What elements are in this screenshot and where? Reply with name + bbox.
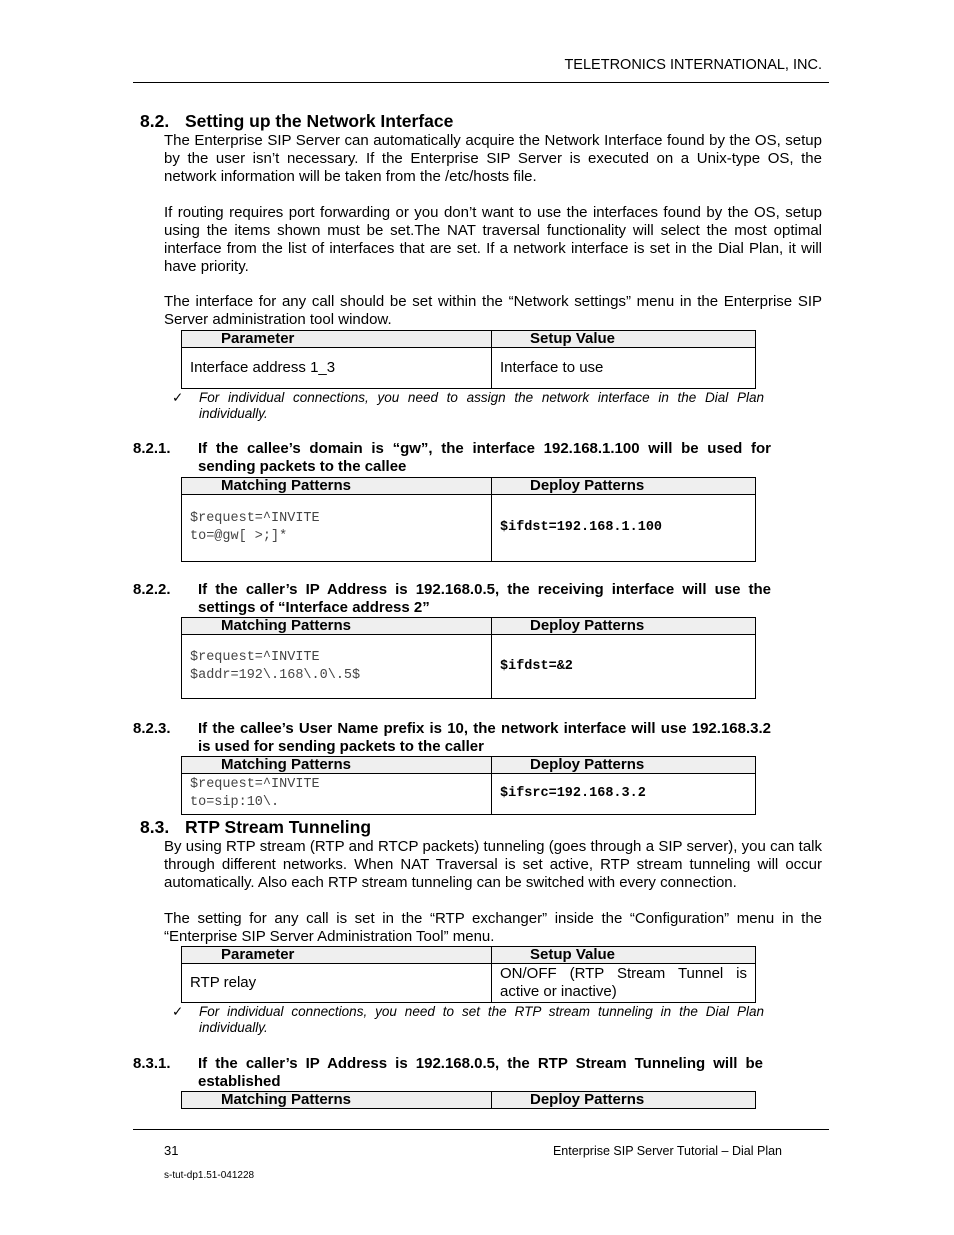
subsection-heading-8-2-2 (133, 581, 771, 617)
section-number: 8.3. (140, 817, 170, 837)
section-title: Setting up the Network Interface (185, 111, 454, 131)
subsection-title: If the callee’s domain is “gw”, the interface 192.168.1.100 will be used for sending packets to the callee (198, 440, 771, 475)
rtp-settings-table (181, 946, 756, 1003)
table-header-cell: Parameter (182, 947, 492, 964)
subsection-number: 8.3.1. (133, 1055, 171, 1072)
deploy-pattern-cell: $ifsrc=192.168.3.2 (492, 774, 756, 815)
pattern-line: to=sip:10\. (190, 795, 280, 810)
note-text: For individual connections, you need to assign the network interface in the Dial Plan individually. (199, 390, 764, 421)
table-header-row (182, 947, 756, 964)
table-header-cell: Matching Patterns (182, 757, 492, 774)
table-header-row (182, 331, 756, 348)
section-number: 8.2. (140, 111, 170, 131)
table-header-cell: Deploy Patterns (492, 618, 756, 635)
pattern-table-8-2-3 (181, 756, 756, 815)
table-header-row (182, 618, 756, 635)
table-header-cell: Matching Patterns (182, 478, 492, 495)
network-settings-table (181, 330, 756, 389)
page-number: 31 (164, 1143, 179, 1158)
check-icon: ✓ (172, 390, 184, 405)
note-text: For individual connections, you need to set the RTP stream tunneling in the Dial Plan individually. (199, 1004, 764, 1035)
footer-doc-title: Enterprise SIP Server Tutorial – Dial Plan (552, 1144, 782, 1158)
table-header-row (182, 757, 756, 774)
subsection-heading-8-2-3 (133, 720, 771, 756)
pattern-line: $addr=192\.168\.0\.5$ (190, 667, 361, 683)
table-header-row (182, 478, 756, 495)
pattern-table-8-2-1 (181, 477, 756, 562)
pattern-line: to=@gw[ >;]* (190, 529, 288, 544)
footer-doc-code: s-tut-dp1.51-041228 (164, 1170, 255, 1181)
table-cell: RTP relay (182, 964, 492, 1003)
paragraph: The interface for any call should be set within the “Network settings” menu in the Enterprise SIP Server administration tool window. (164, 293, 822, 328)
section-heading-8-2 (140, 111, 453, 131)
footer-rule (133, 1129, 829, 1130)
subsection-heading-8-2-1 (133, 440, 771, 476)
table-header-row (182, 1092, 756, 1109)
paragraph: By using RTP stream (RTP and RTCP packets) tunneling (goes through a SIP server), you can talk through different networks. When NAT Traversal is set active, RTP stream tunneling will occur automatically. Also each RTP stream tunneling can be switched with every connection. (164, 838, 822, 891)
paragraph: The setting for any call is set in the “RTP exchanger” inside the “Configuration” menu in the “Enterprise SIP Server Administration Tool” menu. (164, 910, 822, 945)
note (172, 390, 764, 424)
subsection-number: 8.2.3. (133, 720, 171, 737)
table-header-cell: Matching Patterns (182, 618, 492, 635)
header-rule (133, 82, 829, 83)
matching-pattern-cell (182, 774, 492, 815)
table-cell: Interface to use (492, 348, 756, 389)
check-icon: ✓ (172, 1004, 184, 1019)
subsection-title: If the caller’s IP Address is 192.168.0.5, the receiving interface will use the settings of “Interface address 2” (198, 581, 771, 616)
pattern-line: $request=^INVITE (190, 649, 320, 665)
paragraph: The Enterprise SIP Server can automatically acquire the Network Interface found by the OS, setup by the user isn’t necessary. If the Enterprise SIP Server is executed on a Unix-type OS, the network information will be taken from the /etc/hosts file. (164, 132, 822, 185)
table-row (182, 964, 756, 1003)
pattern-line: $request=^INVITE (190, 511, 320, 526)
table-header-cell: Parameter (182, 331, 492, 348)
section-title: RTP Stream Tunneling (185, 817, 372, 837)
table-cell: ON/OFF (RTP Stream Tunnel is active or inactive) (492, 964, 756, 1003)
paragraph: If routing requires port forwarding or you don’t want to use the interfaces found by the OS, setup using the items shown must be set.The NAT traversal functionality will select the most optimal interface from the list of interfaces that are set. If a network interface is set in the Dial Plan, it will have priority. (164, 204, 822, 275)
deploy-pattern-cell: $ifdst=192.168.1.100 (492, 495, 756, 562)
table-row (182, 495, 756, 562)
subsection-number: 8.2.2. (133, 581, 171, 598)
pattern-table-8-2-2 (181, 617, 756, 699)
table-header-cell: Setup Value (492, 331, 756, 348)
subsection-number: 8.2.1. (133, 440, 171, 457)
subsection-title: If the caller’s IP Address is 192.168.0.5, the RTP Stream Tunneling will be established (198, 1055, 763, 1090)
matching-pattern-cell (182, 635, 492, 699)
pattern-table-8-3-1 (181, 1091, 756, 1109)
table-header-cell: Setup Value (492, 947, 756, 964)
note (172, 1004, 764, 1038)
deploy-pattern-cell: $ifdst=&2 (492, 635, 756, 699)
table-header-cell: Matching Patterns (182, 1092, 492, 1109)
header-company: TELETRONICS INTERNATIONAL, INC. (564, 57, 822, 73)
table-row (182, 635, 756, 699)
section-heading-8-3 (140, 817, 371, 837)
table-header-cell: Deploy Patterns (492, 1092, 756, 1109)
table-header-cell: Deploy Patterns (492, 478, 756, 495)
matching-pattern-cell (182, 495, 492, 562)
table-cell: Interface address 1_3 (182, 348, 492, 389)
pattern-line: $request=^INVITE (190, 777, 320, 792)
table-row (182, 774, 756, 815)
subsection-heading-8-3-1 (133, 1055, 763, 1091)
table-header-cell: Deploy Patterns (492, 757, 756, 774)
table-row (182, 348, 756, 389)
subsection-title: If the callee’s User Name prefix is 10, the network interface will use 192.168.3.2 is used for sending packets to the caller (198, 720, 771, 755)
